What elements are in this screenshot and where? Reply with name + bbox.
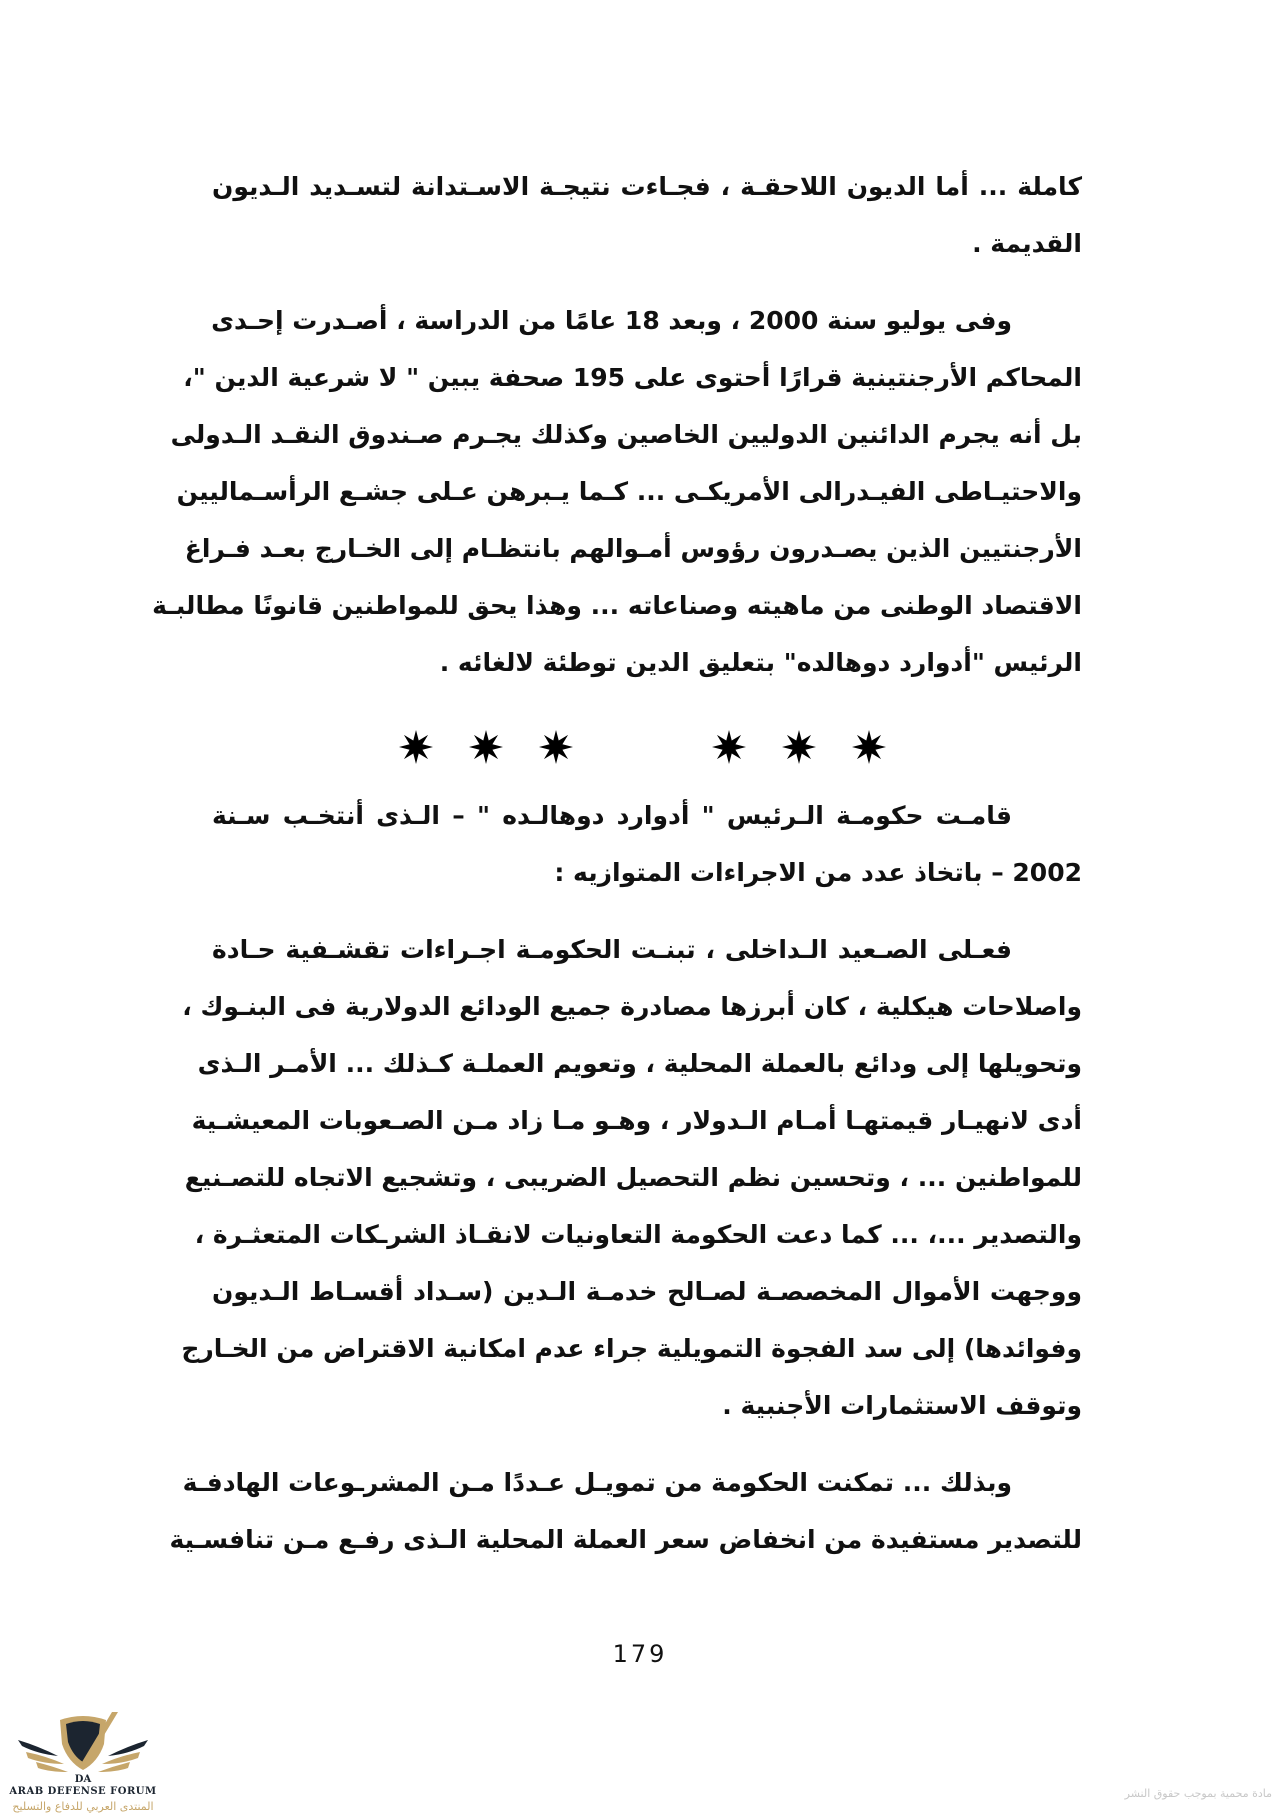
text-line: المحاكم الأرجنتينية قرارًا أحتوى على 195 صحفة يبين " لا شرعية الدين "، xyxy=(183,363,1082,392)
text-line: للمواطنين ... ، وتحسين نظم التحصيل الضريبى ، وتشجيع الاتجاه للتصـنيع xyxy=(184,1163,1082,1192)
eight-point-star-icon xyxy=(399,730,433,764)
copyright-watermark: مادة محمية بموجب حقوق النشر xyxy=(1124,1787,1272,1800)
text-line: الرئيس "أدوارد دوهالده" بتعليق الدين توطئة لالغائه . xyxy=(439,648,1082,677)
text-line: وبذلك ... تمكنت الحكومة من تمويـل عـددًا مـن المشرـوعات الهادفـة xyxy=(182,1468,1012,1497)
paragraph-3 xyxy=(212,787,1082,901)
text-line: الاقتصاد الوطنى من ماهيته وصناعاته ... وهذا يحق للمواطنين قانونًا مطالبـة xyxy=(152,591,1082,620)
text-line: أدى لانهيـار قيمتهـا أمـام الـدولار ، وهـو مـا زاد مـن الصـعوبات المعيشـية xyxy=(191,1106,1082,1135)
text-line: وفى يوليو سنة 2000 ، وبعد 18 عامًا من الدراسة ، أصـدرت إحـدى xyxy=(211,306,1012,335)
eight-point-star-icon xyxy=(712,730,746,764)
page-number: 179 xyxy=(612,1640,668,1668)
text-line: وفوائدها) إلى سد الفجوة التمويلية جراء عدم امكانية الاقتراض من الخـارج xyxy=(181,1334,1082,1363)
text-line: فعـلى الصـعيد الـداخلى ، تبنـت الحكومـة اجـراءات تقشـفية حـادة xyxy=(212,935,1012,964)
paragraph-2 xyxy=(152,292,1082,691)
arab-defense-forum-logo xyxy=(8,1708,158,1816)
text-line: 2002 – باتخاذ عدد من الاجراءات المتوازيه : xyxy=(554,858,1082,887)
text-line: والتصدير ...، ... كما دعت الحكومة التعاونيات لانقـاذ الشرـكات المتعثـرة ، xyxy=(194,1220,1082,1249)
text-line: قامـت حكومـة الـرئيس " أدوارد دوهالـده " – الـذى أنتخـب سـنة xyxy=(212,801,1012,830)
section-divider xyxy=(0,722,1280,772)
text-line: ووجهت الأموال المخصصـة لصـالح خدمـة الـدين (سـداد أقسـاط الـديون xyxy=(212,1277,1082,1306)
paragraph-5 xyxy=(169,1454,1082,1568)
paragraph-4 xyxy=(181,921,1082,1434)
eight-point-star-icon xyxy=(469,730,503,764)
logo-initials: DA xyxy=(74,1774,92,1785)
text-line: للتصدير مستفيدة من انخفاض سعر العملة المحلية الـذى رفـع مـن تنافسـية xyxy=(169,1525,1082,1554)
eight-point-star-icon xyxy=(852,730,886,764)
text-line: والاحتيـاطى الفيـدرالى الأمريكـى ... كـما يـبرهن عـلى جشـع الرأسـماليين xyxy=(176,477,1082,506)
eight-point-star-icon xyxy=(539,730,573,764)
eight-point-star-icon xyxy=(782,730,816,764)
text-line: القديمة . xyxy=(972,229,1082,258)
text-line: كاملة ... أما الديون اللاحقـة ، فجـاءت نتيجـة الاسـتدانة لتسـديد الـديون xyxy=(212,172,1082,201)
text-line: وتوقف الاستثمارات الأجنبية . xyxy=(722,1391,1082,1420)
logo-name-en: ARAB DEFENSE FORUM xyxy=(9,1786,157,1797)
paragraph-1 xyxy=(212,158,1082,272)
text-line: بل أنه يجرم الدائنين الدوليين الخاصين وكذلك يجـرم صـندوق النقـد الـدولى xyxy=(170,420,1082,449)
text-line: واصلاحات هيكلية ، كان أبرزها مصادرة جميع الودائع الدولارية فى البنـوك ، xyxy=(182,992,1082,1021)
document-body xyxy=(152,158,1082,1588)
shield-wings-icon xyxy=(8,1708,158,1778)
text-line: وتحويلها إلى ودائع بالعملة المحلية ، وتعويم العملـة كـذلك ... الأمـر الـذى xyxy=(197,1049,1082,1078)
text-line: الأرجنتيين الذين يصـدرون رؤوس أمـوالهم بانتظـام إلى الخـارج بعـد فـراغ xyxy=(184,534,1082,563)
logo-name-ar: المنتدى العربي للدفاع والتسليح xyxy=(12,1800,154,1813)
